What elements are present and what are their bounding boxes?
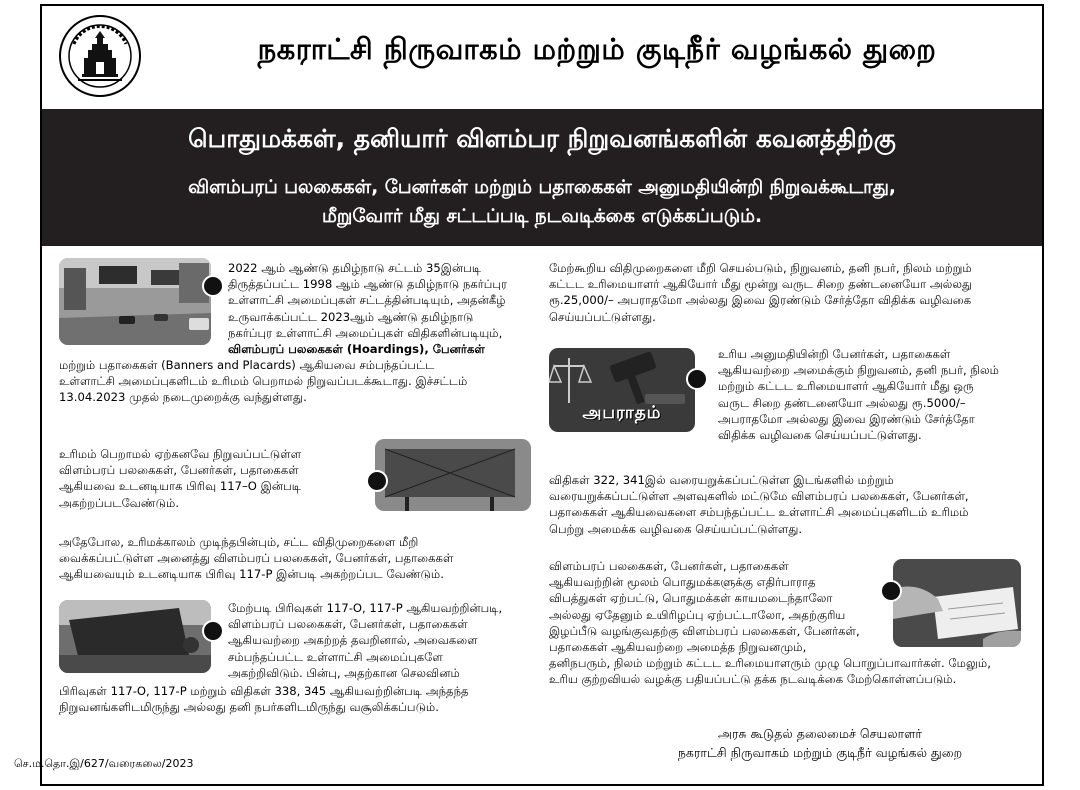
arrow-bullet-icon <box>366 470 388 492</box>
text-line: கட்டட உரிமையாளர் ஆகியோர் மீது மூன்று வருட சிறை தண்டனையோ அல்லது <box>549 277 973 292</box>
banner-heading: பொதுமக்கள், தனியார் விளம்பர நிறுவனங்களின் கவனத்திற்கு <box>188 124 896 153</box>
left-paragraph-2 <box>59 446 359 511</box>
banner-subheading <box>42 173 1042 231</box>
text-line: அதேபோல, உரிமக்காலம் முடிந்தபின்பும், சட்ட விதிமுறைகளை மீறி <box>59 535 419 549</box>
text-line: உரிமம் பெறாமல் ஏற்கனவே நிறுவப்பட்டுள்ள <box>59 447 302 461</box>
text-line: ரூ.25,000/– அபராதமோ அல்லது இவை இரண்டும் சேர்த்தோ விதிக்க வழிவகை <box>549 293 972 308</box>
left-paragraph-1-cont <box>59 357 514 406</box>
text-line: அல்லது ஏதேனும் உயிரிழப்பு ஏற்பட்டாலோ, அதற்குரிய <box>549 607 846 622</box>
arrow-bullet-icon <box>202 620 224 642</box>
text-line: நகர்ப்புர உள்ளாட்சி அமைப்புகள் விதிகளின்படியும், <box>228 325 503 340</box>
text-line: வைக்கப்பட்டுள்ள அனைத்து விளம்பரப் பலகைகள், பேனர்கள், பதாகைகள் <box>59 551 454 566</box>
right-paragraph-2 <box>718 346 1028 443</box>
text-line: பிரிவுகள் 117-O, 117-P மற்றும் விதிகள் 338, 345 ஆகியவற்றின்படி அந்தந்த <box>59 684 469 698</box>
text-line: மேற்கூறிய விதிமுறைகளை மீறி செயல்படும், நிறுவனம், தனி நபர், நிலம் மற்றும் <box>549 261 972 275</box>
banner-subheading-line-1: விளம்பரப் பலகைகள், பேனர்கள் மற்றும் பதாகைகள் அனுமதியின்றி நிறுவக்கூடாது, <box>188 177 896 198</box>
text-line: மற்றும் பதாகைகள் (Banners and Placards) ஆகியவை சம்பந்தப்பட்ட <box>59 358 435 372</box>
text-line: ஆகியவற்றின் மூலம் பொதுமக்களுக்கு எதிர்பாராத <box>549 575 816 590</box>
right-paragraph-4 <box>549 558 869 655</box>
hoarding-photo <box>375 439 531 511</box>
text-line: செய்யப்பட்டுள்ளது. <box>549 309 656 324</box>
signatory-block <box>660 724 980 762</box>
text-line: மற்றும் கட்டட உரிமையாளர் ஆகியோர் மீது ஒரு <box>718 379 974 394</box>
arrow-bullet-icon <box>880 580 902 602</box>
compensation-handover-photo <box>893 559 1021 647</box>
text-line: உரிய குற்றவியல் வழக்கு பதியப்பட்டு தக்க நடவடிக்கை மேற்கொள்ளப்படும். <box>549 672 957 687</box>
right-paragraph-3 <box>549 472 1029 537</box>
text-line: இழப்பீடு வழங்குவதற்கு விளம்பரப் பலகைகள், பேனர்கள், <box>549 623 860 638</box>
text-line: பெற்று அமைக்க வழிவகை செய்யப்பட்டுள்ளது. <box>549 521 803 536</box>
text-line: அகற்றிவிடும். பின்பு, அதற்கான செலவினம் <box>228 665 460 680</box>
text-line: அபராதமோ அல்லது இவை இரண்டும் சேர்த்தோ <box>718 411 975 426</box>
text-line: வரையறுக்கப்பட்டுள்ள அளவுகளில் மட்டுமே விளம்பரப் பலகைகள், பேனர்கள், <box>549 489 969 504</box>
text-line: விளம்பரப் பலகைகள், பேனர்கள், பதாகைகள் <box>549 559 789 573</box>
text-line: விதிக்க வழிவகை செய்யப்பட்டுள்ளது. <box>718 428 922 443</box>
text-line: மேற்படி பிரிவுகள் 117-O, 117-P ஆகியவற்றின்படி, <box>228 601 503 615</box>
left-paragraph-1 <box>228 260 508 357</box>
text-line: பதாகைகள் ஆகியவற்றை அமைத்த நிறுவனமும், <box>549 640 807 655</box>
department-title: நகராட்சி நிருவாகம் மற்றும் குடிநீர் வழங்கல் துறை <box>257 32 937 66</box>
text-line: விளம்பரப் பலகைகள் (Hoardings), பேனர்கள் <box>228 342 485 357</box>
text-line: உள்ளாட்சி அமைப்புகளிடம் உரிமம் பெறாமல் நிறுவப்படக்கூடாது. இச்சட்டம் <box>59 374 468 389</box>
text-line: திருத்தப்பட்ட 1998 ஆம் ஆண்டு தமிழ்நாடு நகர்ப்புர <box>228 277 508 292</box>
signatory-designation: அரசு கூடுதல் தலைமைச் செயலாளர் <box>718 726 922 741</box>
penalty-label: அபராதம் <box>582 403 662 423</box>
text-line: பதாகைகள் ஆகியவைகளை சம்பந்தப்பட்ட உள்ளாட்சி அமைப்புகளிடம் உரிமம் <box>549 505 969 520</box>
text-line: ஆகியவையும் உடனடியாக பிரிவு 117-P இன்படி அகற்றப்பட வேண்டும். <box>59 567 444 582</box>
text-line: விளம்பரப் பலகைகள், பேனர்கள், பதாகைகள் <box>228 617 468 632</box>
text-line: சம்பந்தப்பட்ட உள்ளாட்சி அமைப்புகளே <box>228 649 443 664</box>
text-line: உரிய அனுமதியின்றி பேனர்கள், பதாகைகள் <box>718 347 951 361</box>
right-paragraph-1 <box>549 260 1029 325</box>
text-line: உருவாக்கப்பட்ட 2023ஆம் ஆண்டு தமிழ்நாடு <box>228 309 474 324</box>
text-line: விதிகள் 322, 341இல் வரையறுக்கப்பட்டுள்ள இடங்களில் மற்றும் <box>549 473 894 487</box>
text-line: 13.04.2023 முதல் நடைமுறைக்கு வந்துள்ளது. <box>59 390 307 405</box>
text-line: ஆகியவை உடனடியாக பிரிவு 117–O இன்படி <box>59 479 301 494</box>
left-paragraph-4-cont <box>59 683 529 715</box>
text-line: தனிநபரும், நிலம் மற்றும் கட்டட உரிமையாளரும் முழு பொறுப்பாவார்கள். மேலும், <box>549 656 991 670</box>
text-line: வருட சிறை தண்டனையோ அல்லது ரூ.5000/– <box>718 395 966 410</box>
fallen-hoarding-photo <box>59 600 211 673</box>
text-line: அகற்றப்படவேண்டும். <box>59 495 180 510</box>
text-line: விபத்துகள் ஏற்பட்டு, பொதுமக்கள் காயமடைந்தாலோ <box>549 591 833 606</box>
road-hoardings-photo <box>59 258 211 345</box>
arrow-bullet-icon <box>202 275 224 297</box>
banner-subheading-line-2: மீறுவோர் மீது சட்டப்படி நடவடிக்கை எடுக்கப்படும். <box>321 206 763 227</box>
signatory-department: நகராட்சி நிருவாகம் மற்றும் குடிநீர் வழங்கல் துறை <box>677 745 963 760</box>
arrow-bullet-icon <box>686 368 708 390</box>
text-line: உள்ளாட்சி அமைப்புகள் சட்டத்தின்படியும், அதன்கீழ் <box>228 293 506 308</box>
text-line: விளம்பரப் பலகைகள், பேனர்கள், பதாகைகள் <box>59 463 299 478</box>
text-line: ஆகியவற்றை அமைக்கும் நிறுவனம், தனி நபர், நிலம் <box>718 363 999 378</box>
tamil-nadu-emblem-icon <box>58 14 142 98</box>
notice-banner <box>42 109 1042 246</box>
header <box>42 6 1042 109</box>
right-paragraph-4-cont <box>549 655 1029 687</box>
reference-number: செ.ம.தொ.இ/627/வரைகலை/2023 <box>14 757 194 770</box>
left-paragraph-4 <box>228 600 518 681</box>
text-line: நிறுவனங்களிடமிருந்து அல்லது தனி நபர்களிடமிருந்து வசூலிக்கப்படும். <box>59 700 439 715</box>
penalty-gavel-photo <box>549 348 695 432</box>
text-line: 2022 ஆம் ஆண்டு தமிழ்நாடு சட்டம் 35இன்படி <box>228 261 482 275</box>
left-paragraph-3 <box>59 534 519 583</box>
text-line: ஆகியவற்றை அகற்றத் தவறினால், அவைகளை <box>228 633 478 648</box>
